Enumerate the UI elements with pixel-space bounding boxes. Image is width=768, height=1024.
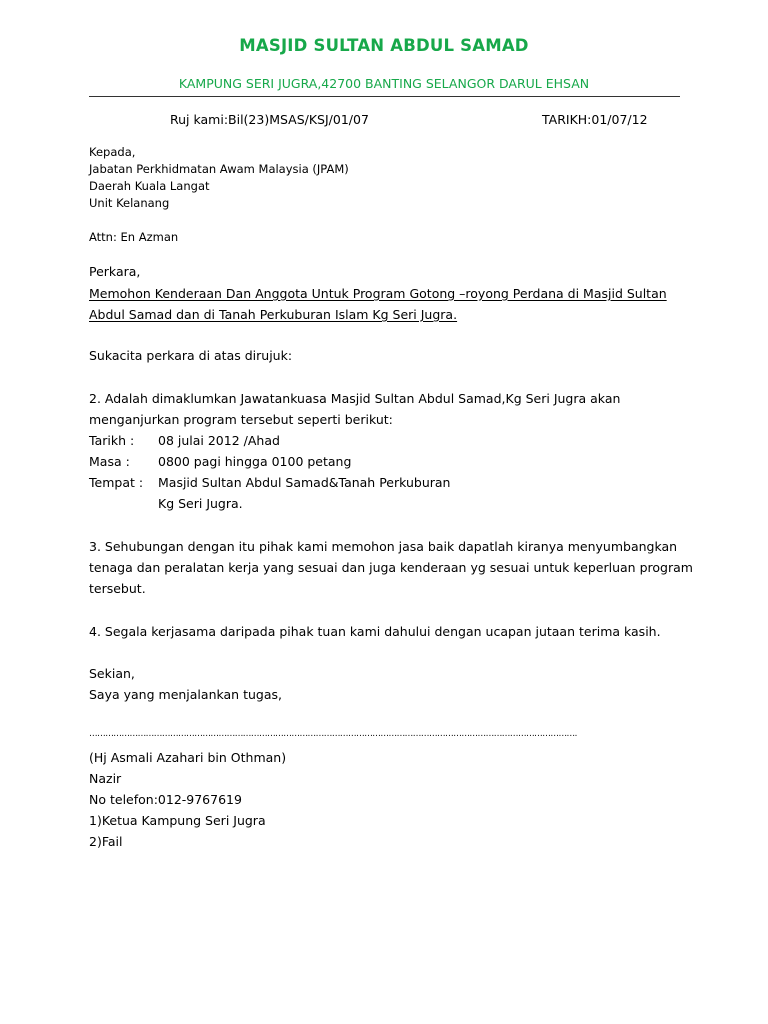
paragraph-2-line-1: 2. Adalah dimaklumkan Jawatankuasa Masjid Sultan Abdul Samad,Kg Seri Jugra akan xyxy=(89,391,621,406)
detail-masa-label: Masa : xyxy=(89,454,130,469)
letter-date: TARIKH:01/07/12 xyxy=(542,112,648,127)
recipient-kepada: Kepada, xyxy=(89,145,136,159)
cc-item-2: 2)Fail xyxy=(89,834,123,849)
closing-sekian: Sekian, xyxy=(89,666,135,681)
attention-line: Attn: En Azman xyxy=(89,230,179,244)
subject-line-2: Abdul Samad dan di Tanah Perkuburan Islam Kg Seri Jugra. xyxy=(89,307,458,322)
paragraph-3-line-3: tersebut. xyxy=(89,581,146,596)
signature-dots: ………………………………………………………………………………………………………………………………………………………………. xyxy=(89,729,577,739)
recipient-line-2: Daerah Kuala Langat xyxy=(89,179,210,193)
detail-masa-value: 0800 pagi hingga 0100 petang xyxy=(158,454,352,469)
cc-item-1: 1)Ketua Kampung Seri Jugra xyxy=(89,813,266,828)
signatory-title: Nazir xyxy=(89,771,122,786)
perkara-label: Perkara, xyxy=(89,264,141,279)
intro-line: Sukacita perkara di atas dirujuk: xyxy=(89,348,293,363)
org-address: KAMPUNG SERI JUGRA,42700 BANTING SELANGOR DARUL EHSAN xyxy=(178,76,590,91)
recipient-line-3: Unit Kelanang xyxy=(89,196,170,210)
detail-tarikh-label: Tarikh : xyxy=(89,433,135,448)
header-divider xyxy=(89,96,680,97)
detail-tempat-value-2: Kg Seri Jugra. xyxy=(158,496,243,511)
paragraph-3-line-1: 3. Sehubungan dengan itu pihak kami memohon jasa baik dapatlah kiranya menyumbangkan xyxy=(89,539,678,554)
reference-number: Ruj kami:Bil(23)MSAS/KSJ/01/07 xyxy=(170,112,369,127)
paragraph-3-line-2: tenaga dan peralatan kerja yang sesuai dan juga kenderaan yg sesuai untuk keperluan program xyxy=(89,560,693,575)
signatory-name: (Hj Asmali Azahari bin Othman) xyxy=(89,750,287,765)
detail-tempat-value: Masjid Sultan Abdul Samad&Tanah Perkuburan xyxy=(158,475,451,490)
paragraph-4: 4. Segala kerjasama daripada pihak tuan kami dahului dengan ucapan jutaan terima kasih. xyxy=(89,624,661,639)
closing-saya: Saya yang menjalankan tugas, xyxy=(89,687,282,702)
subject-line-1: Memohon Kenderaan Dan Anggota Untuk Program Gotong –royong Perdana di Masjid Sultan xyxy=(89,286,667,301)
signatory-phone: No telefon:012-9767619 xyxy=(89,792,242,807)
detail-tarikh-value: 08 julai 2012 /Ahad xyxy=(158,433,280,448)
recipient-line-1: Jabatan Perkhidmatan Awam Malaysia (JPAM) xyxy=(89,162,349,176)
paragraph-2-line-2: menganjurkan program tersebut seperti berikut: xyxy=(89,412,393,427)
org-name: MASJID SULTAN ABDUL SAMAD xyxy=(239,36,529,55)
detail-tempat-label: Tempat : xyxy=(89,475,144,490)
